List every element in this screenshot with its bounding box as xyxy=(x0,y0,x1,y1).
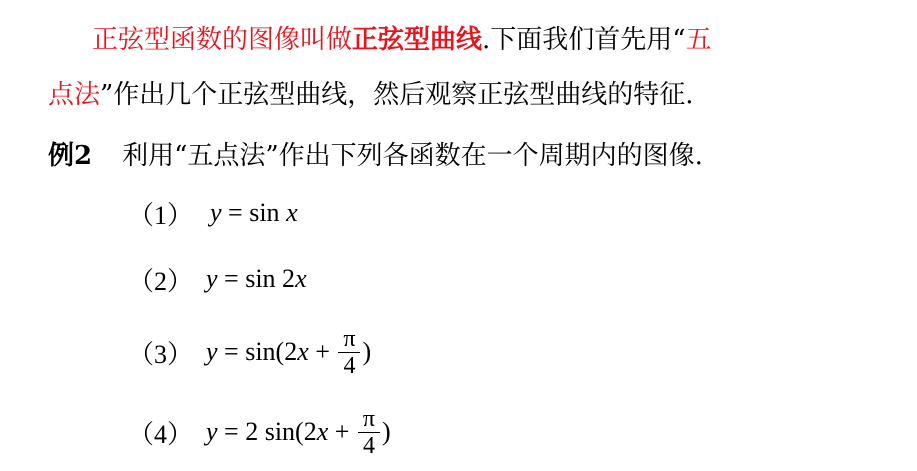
formula xyxy=(206,326,371,379)
intro-red-text-end: 五 xyxy=(685,25,712,55)
formula-eq: = sin xyxy=(221,198,287,227)
formula xyxy=(206,406,391,459)
intro-red-five-point-method: 点法 xyxy=(48,80,101,110)
formula xyxy=(206,264,307,294)
intro-term-sine-curve: 正弦型曲线 xyxy=(352,25,483,55)
formula-var: x xyxy=(316,417,329,446)
intro-black-text-2: ”作出几个正弦型曲线，然后观察正弦型曲线的特征. xyxy=(100,80,694,110)
exercise-item-1 xyxy=(128,196,298,230)
formula-lhs: y xyxy=(210,198,222,227)
exercise-item-4 xyxy=(128,400,391,464)
exercise-item-2 xyxy=(128,262,307,296)
formula-var: x xyxy=(297,337,309,366)
intro-paragraph-line-1 xyxy=(92,24,712,56)
example-text: 利用“五点法”作出下列各函数在一个周期内的图像. xyxy=(122,141,703,171)
formula-eq: = 2 sin(2 xyxy=(217,417,317,446)
formula-plus: + xyxy=(328,417,356,446)
item-number: （4） xyxy=(128,419,194,449)
example-statement xyxy=(48,140,703,172)
formula-var: x xyxy=(295,264,307,293)
intro-red-text: 正弦型函数的图像叫做 xyxy=(92,25,353,55)
intro-paragraph-line-2 xyxy=(48,79,694,111)
fraction xyxy=(358,406,380,459)
intro-black-text: .下面我们首先用“ xyxy=(482,25,686,55)
item-number: （3） xyxy=(128,339,194,369)
fraction-numerator: π xyxy=(343,325,356,352)
formula-var: x xyxy=(286,198,298,227)
fraction-numerator: π xyxy=(362,405,375,432)
formula-lhs: y xyxy=(206,264,218,293)
fraction xyxy=(338,326,360,379)
formula-eq: = sin 2 xyxy=(217,264,296,293)
formula-eq: = sin(2 xyxy=(217,337,298,366)
formula xyxy=(210,198,298,228)
fraction-denominator: 4 xyxy=(362,432,375,459)
exercise-item-3 xyxy=(128,320,371,384)
formula-lhs: y xyxy=(206,417,218,446)
formula-lhs: y xyxy=(206,337,218,366)
item-number: （1） xyxy=(128,200,194,230)
example-label: 例2 xyxy=(48,141,93,171)
formula-close-paren: ) xyxy=(381,417,391,446)
fraction-denominator: 4 xyxy=(343,352,356,379)
item-number: （2） xyxy=(128,266,194,296)
formula-close-paren: ) xyxy=(362,337,372,366)
formula-plus: + xyxy=(308,337,337,366)
